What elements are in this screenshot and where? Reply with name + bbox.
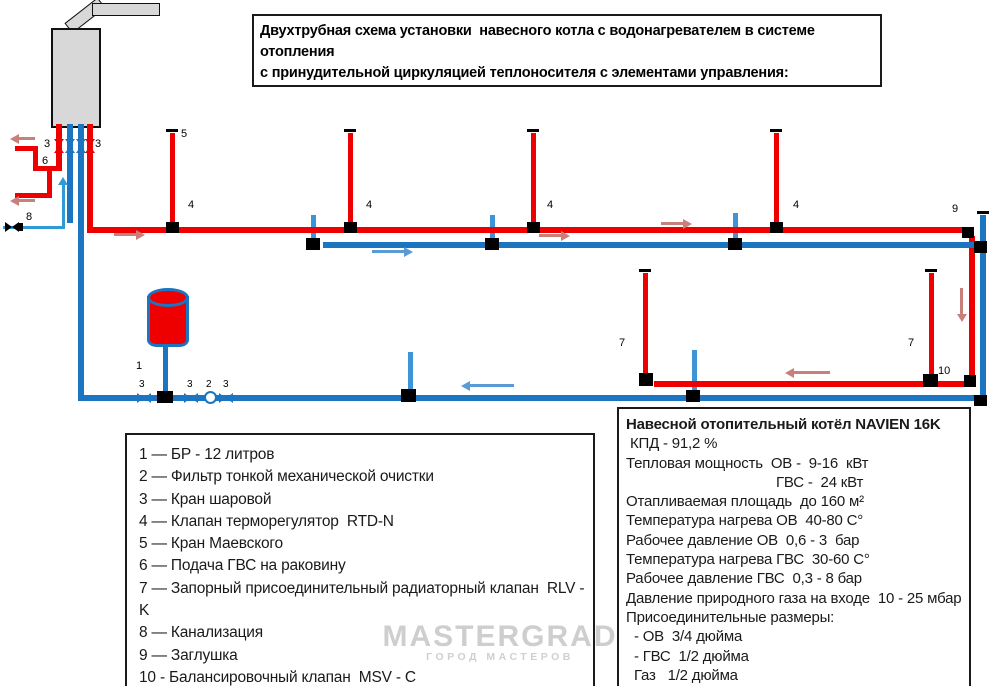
ball-valve-icon bbox=[137, 393, 151, 403]
flow-arrow-right-head bbox=[404, 247, 413, 257]
flow-arrow-left bbox=[18, 137, 35, 140]
drop-tee bbox=[485, 238, 499, 250]
air-vent-cap bbox=[166, 129, 178, 132]
elbow bbox=[639, 373, 653, 386]
flow-arrow-down-head bbox=[957, 314, 967, 322]
spec-line: Присоединительные размеры: bbox=[626, 608, 835, 626]
title-box bbox=[252, 14, 882, 87]
tank-stem bbox=[163, 344, 168, 392]
air-vent-cap bbox=[770, 129, 782, 132]
elbow bbox=[964, 375, 976, 387]
label-radiator-valve: 7 bbox=[908, 337, 915, 349]
flow-arrow-right bbox=[539, 234, 561, 237]
flow-arrow-right-head bbox=[683, 219, 692, 229]
flow-arrow-right bbox=[372, 250, 404, 253]
spec-line: Рабочее давление ОВ 0,6 - 3 бар bbox=[626, 531, 860, 549]
spec-line: Отапливаемая площадь до 160 м² bbox=[626, 493, 864, 511]
legend-item: 3 — Кран шаровой bbox=[139, 490, 272, 508]
tank-tee bbox=[157, 391, 173, 403]
label-plug: 9 bbox=[952, 203, 959, 215]
spec-line: Рабочее давление ГВС 0,3 - 8 бар bbox=[626, 570, 862, 588]
heating-return-riser bbox=[78, 124, 84, 398]
expansion-tank-top bbox=[147, 288, 189, 307]
ball-valve-icon bbox=[54, 139, 64, 153]
air-vent-cap bbox=[639, 269, 651, 272]
flue-pipe bbox=[92, 3, 160, 16]
drop-tee bbox=[686, 390, 700, 402]
label-air-vent: 5 bbox=[181, 128, 188, 140]
legend-item: 1 — БР - 12 литров bbox=[139, 446, 275, 463]
supply-downpipe bbox=[969, 236, 975, 382]
spec-line: Температура нагрева ОВ 40-80 С° bbox=[626, 512, 864, 530]
flow-arrow-right-head bbox=[561, 231, 570, 241]
label-thermo-valve: 4 bbox=[793, 199, 800, 211]
air-vent-cap bbox=[925, 269, 937, 272]
lower-supply-riser bbox=[929, 273, 934, 377]
label-thermo-valve: 4 bbox=[366, 199, 373, 211]
riser-tee bbox=[166, 222, 179, 233]
elbow bbox=[962, 227, 974, 238]
label-ball-valve: 3 bbox=[44, 138, 51, 150]
drop-tee bbox=[728, 238, 742, 250]
legend-item: 9 — Заглушка bbox=[139, 646, 238, 664]
riser-tee bbox=[344, 222, 357, 233]
label-tank: 1 bbox=[136, 360, 143, 372]
spec-line: ГВС - 24 кВт bbox=[776, 473, 864, 491]
balancing-valve-joint bbox=[923, 374, 938, 387]
spec-line: Давление природного газа на входе 10 - 25 мбар bbox=[626, 589, 962, 607]
watermark-tagline: ГОРОД МАСТЕРОВ bbox=[426, 651, 574, 663]
legend-item: 4 — Клапан терморегулятор RTD-N bbox=[139, 512, 394, 530]
cold-inlet-line bbox=[62, 185, 65, 229]
spec-line: Навесной отопительный котёл NAVIEN 16K bbox=[626, 416, 941, 433]
ball-valve-icon bbox=[65, 139, 75, 153]
sink-pipe bbox=[15, 193, 52, 198]
label-filter: 2 bbox=[206, 379, 212, 390]
ball-valve-icon bbox=[85, 139, 95, 153]
label-sewer: 8 bbox=[26, 211, 33, 223]
spec-line: - ОВ 3/4 дюйма bbox=[626, 628, 743, 646]
label-sink-supply: 6 bbox=[42, 155, 49, 167]
wall-boiler bbox=[51, 28, 101, 128]
title-line-1: Двухтрубная схема установки навесного котла с водонагревателем в системе отопления bbox=[260, 23, 819, 60]
legend-item: 6 — Подача ГВС на раковину bbox=[139, 557, 346, 575]
watermark-brand: MASTERGRAD bbox=[382, 620, 618, 653]
flow-arrow-right-head bbox=[136, 230, 145, 240]
lower-supply-riser bbox=[643, 273, 648, 377]
spec-line: Тепловая мощность ОВ - 9-16 кВт bbox=[626, 454, 869, 472]
flow-arrow-right bbox=[114, 233, 136, 236]
ball-valve-icon bbox=[184, 393, 198, 403]
label-thermo-valve: 4 bbox=[188, 199, 195, 211]
spec-line: Газ 1/2 дюйма bbox=[626, 666, 738, 684]
legend-item: 7 — Запорный присоединительный радиаторный клапан RLV - K bbox=[139, 579, 589, 620]
spec-line: Температура нагрева ГВС 30-60 С° bbox=[626, 551, 870, 569]
corner-joint bbox=[974, 395, 987, 406]
supply-riser bbox=[170, 133, 175, 225]
label-radiator-valve: 7 bbox=[619, 337, 626, 349]
riser-tee bbox=[770, 222, 783, 233]
flow-arrow-left bbox=[18, 199, 35, 202]
legend-item: 5 — Кран Маевского bbox=[139, 535, 283, 553]
flow-arrow-left-head bbox=[10, 196, 19, 206]
supply-main bbox=[87, 227, 965, 233]
label-ball-valve: 3 bbox=[187, 379, 193, 390]
supply-riser bbox=[774, 133, 779, 225]
supply-riser bbox=[531, 133, 536, 225]
inlet-fitting bbox=[18, 223, 23, 231]
legend-item: 2 — Фильтр тонкой механической очистки bbox=[139, 468, 434, 486]
boiler-specs-box bbox=[617, 407, 971, 686]
legend-item: 8 — Канализация bbox=[139, 624, 263, 642]
riser-tee bbox=[527, 222, 540, 233]
spec-line: - ГВС 1/2 дюйма bbox=[626, 647, 749, 665]
ball-valve-icon bbox=[219, 393, 233, 403]
lower-supply-line bbox=[654, 381, 965, 387]
inlet-valve-icon bbox=[5, 222, 19, 232]
drop-tee bbox=[401, 389, 416, 402]
flow-arrow-left-head bbox=[10, 134, 19, 144]
mid-return-drop bbox=[408, 352, 413, 391]
label-balancing-valve: 10 bbox=[938, 365, 951, 377]
main-end-tee bbox=[974, 241, 987, 253]
label-ball-valve: 3 bbox=[139, 379, 145, 390]
flow-arrow-left bbox=[794, 371, 830, 374]
air-vent-cap bbox=[527, 129, 539, 132]
label-ball-valve: 3 bbox=[95, 138, 102, 150]
flow-arrow-left-head bbox=[461, 381, 470, 391]
flow-arrow-up-head bbox=[58, 177, 68, 185]
flow-arrow-left bbox=[470, 384, 514, 387]
legend-item: 10 - Балансировочный клапан MSV - C bbox=[139, 668, 416, 686]
title-line-2: с принудительной циркуляцией теплоносителя с элементами управления: bbox=[260, 65, 789, 81]
plug-cap bbox=[977, 211, 989, 214]
flow-arrow-right bbox=[661, 222, 683, 225]
air-vent-cap bbox=[344, 129, 356, 132]
filter-icon bbox=[204, 391, 217, 404]
flow-arrow-down bbox=[960, 288, 963, 316]
label-ball-valve: 3 bbox=[223, 379, 229, 390]
return-main bbox=[323, 242, 977, 248]
drop-tee bbox=[306, 238, 320, 250]
spec-line: КПД - 91,2 % bbox=[626, 435, 718, 453]
supply-riser bbox=[348, 133, 353, 225]
label-thermo-valve: 4 bbox=[547, 199, 554, 211]
flow-arrow-left-head bbox=[785, 368, 794, 378]
